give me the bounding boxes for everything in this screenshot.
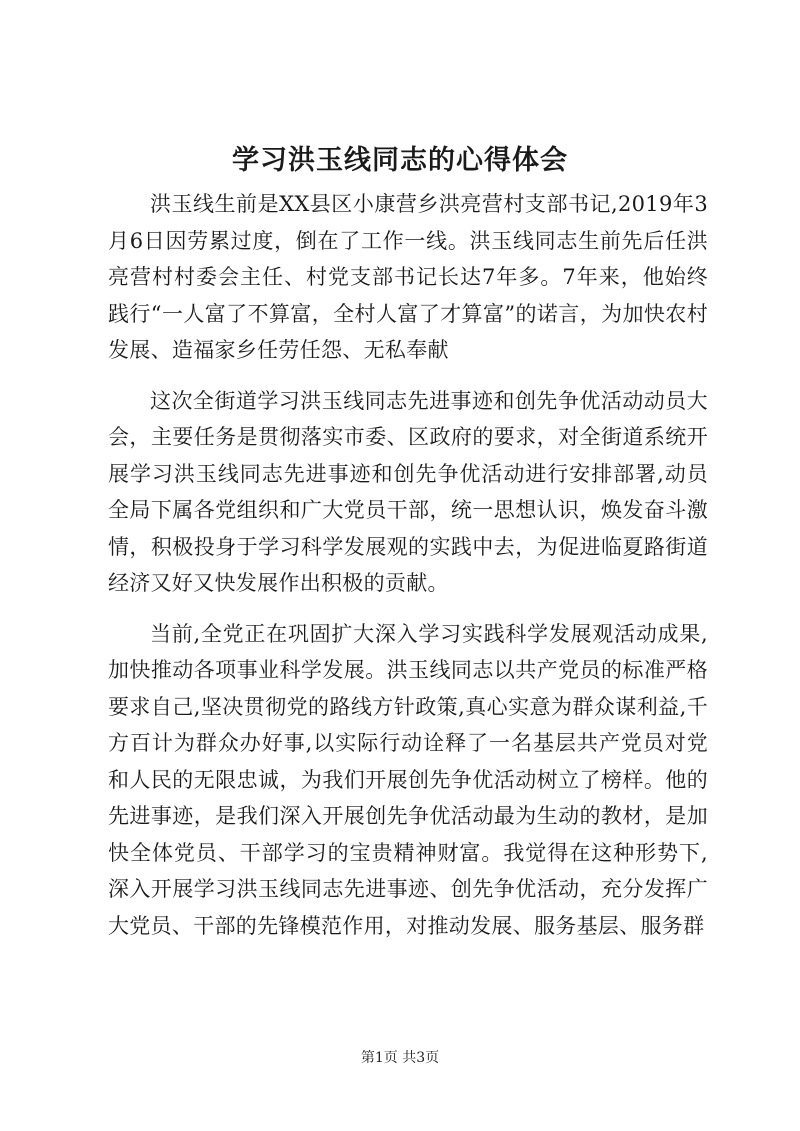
paragraph-1: 洪玉线生前是XX县区小康营乡洪亮营村支部书记,2019年3月6日因劳累过度，倒在了工作一线。洪玉线同志生前先后任洪亮营村村委会主任、村党支部书记长达7年多。7年来，他始终践行“一人富了不算富，全村人富了才算富”的诺言，为加快农村发展、造福家乡任劳任怨、无私奉献: [108, 192, 708, 362]
paragraph-2: 这次全街道学习洪玉线同志先进事迹和创先争优活动动员大会，主要任务是贯彻落实市委、区政府的要求，对全街道系统开展学习洪玉线同志先进事迹和创先争优活动进行安排部署,动员全局下属各党组织和广大党员干部，统一思想认识，焕发奋斗激情，积极投身于学习科学发展观的实践中去，为促进临夏路街道经济又好又快发展作出积极的贡献。: [108, 388, 708, 595]
page-title: 学习洪玉线同志的心得体会: [232, 145, 568, 176]
document-body: [108, 186, 708, 958]
paragraph-3: 当前,全党正在巩固扩大深入学习实践科学发展观活动成果,加快推动各项事业科学发展。洪玉线同志以共产党员的标准严格要求自己,坚决贯彻党的路线方针政策,真心实意为群众谋利益,千方百计为群众办好事,以实际行动诠释了一名基层共产党员对党和人民的无限忠诚，为我们开展创先争优活动树立了榜样。他的先进事迹，是我们深入开展创先争优活动最为生动的教材，是加快全体党员、干部学习的宝贵精神财富。我觉得在这种形势下,深入开展学习洪玉线同志先进事迹、创先争优活动，充分发挥广大党员、干部的先锋模范作用，对推动发展、服务基层、服务群: [108, 621, 708, 938]
page-number-footer: 第1页 共3页: [360, 1050, 440, 1066]
